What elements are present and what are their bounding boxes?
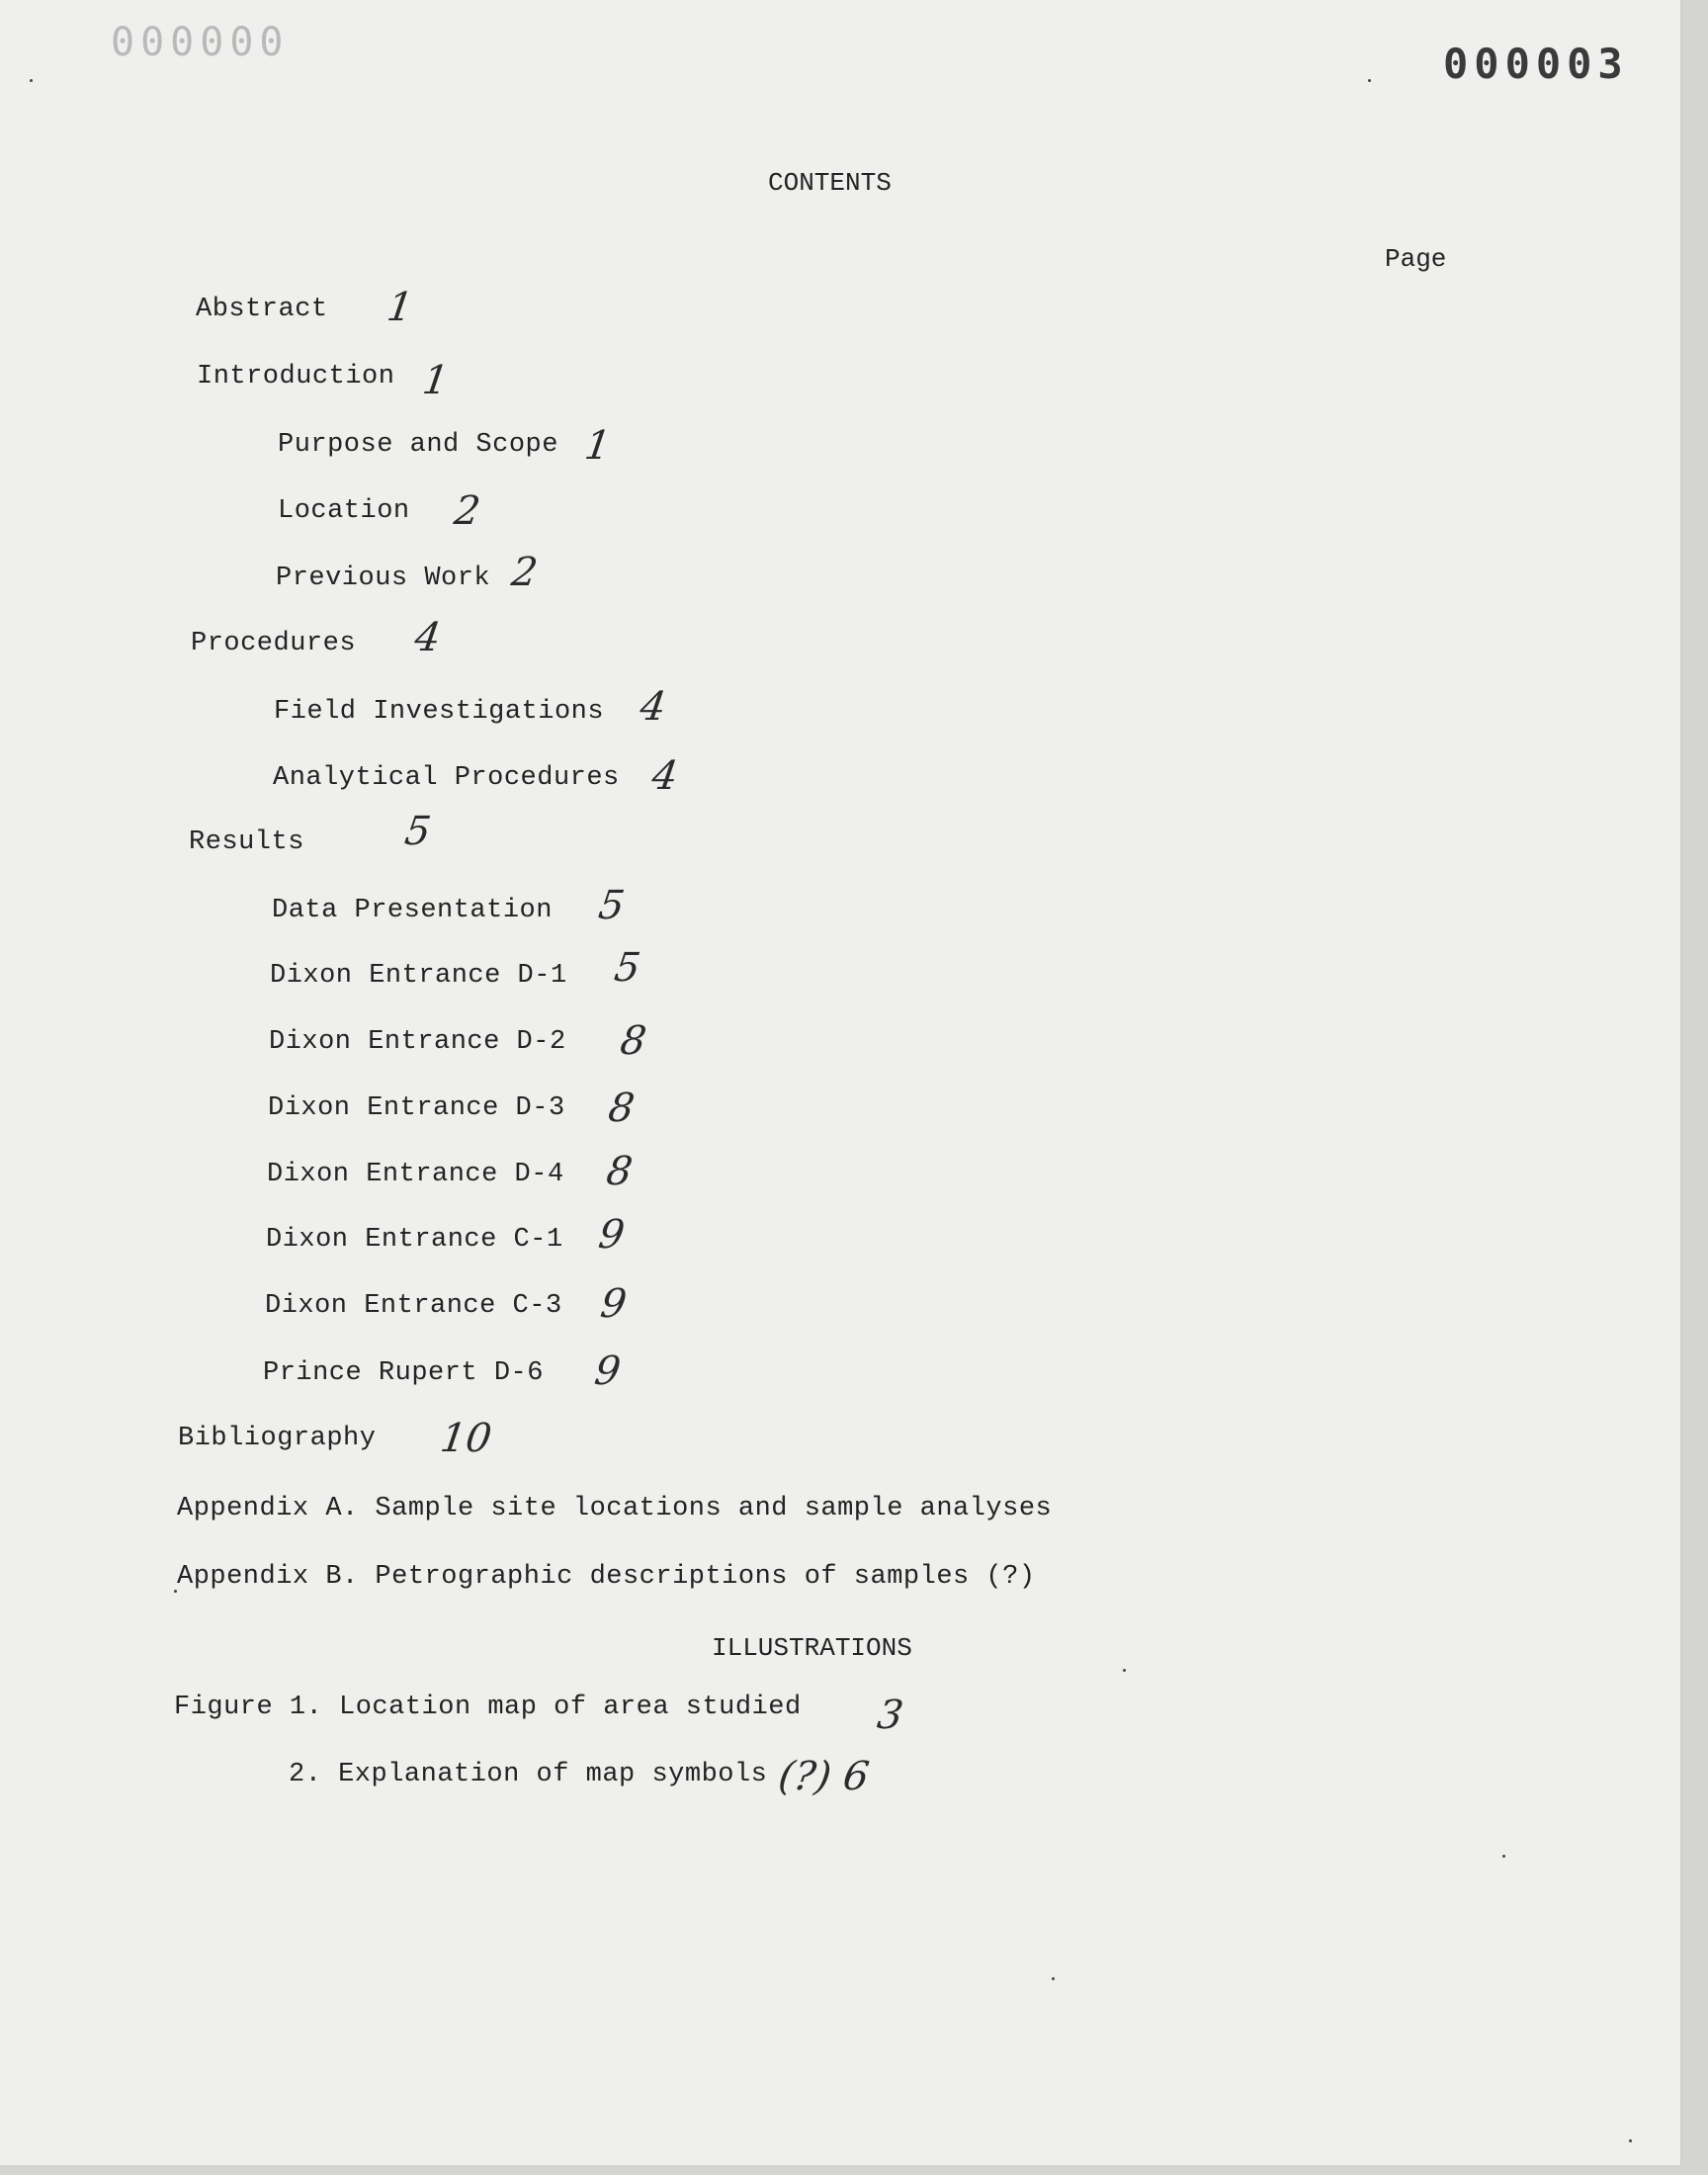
handwritten-page-number: 2 bbox=[508, 550, 541, 595]
scan-speck bbox=[1502, 1855, 1505, 1858]
toc-entry: Appendix A. Sample site locations and sample analyses bbox=[177, 1494, 1053, 1523]
toc-entry: Dixon Entrance D-1 bbox=[270, 961, 567, 991]
handwritten-page-number: 4 bbox=[648, 753, 681, 799]
handwritten-page-number: 5 bbox=[401, 809, 434, 854]
handwritten-page-number: 8 bbox=[617, 1018, 649, 1064]
scan-speck bbox=[1629, 2139, 1632, 2142]
scan-speck bbox=[1368, 79, 1371, 82]
handwritten-page-number: 5 bbox=[595, 883, 628, 928]
page-stamp-left: 000000 bbox=[111, 20, 290, 65]
page-column-heading: Page bbox=[1385, 244, 1447, 274]
handwritten-page-number: 3 bbox=[874, 1693, 906, 1738]
toc-entry: Data Presentation bbox=[272, 896, 553, 925]
toc-entry: Dixon Entrance C-3 bbox=[265, 1291, 562, 1321]
toc-entry: Previous Work bbox=[276, 564, 491, 593]
scan-speck bbox=[174, 1590, 177, 1593]
toc-entry: Results bbox=[189, 827, 304, 857]
handwritten-page-number: 9 bbox=[595, 1212, 628, 1258]
handwritten-page-number: 5 bbox=[611, 945, 643, 991]
handwritten-page-number: 2 bbox=[451, 488, 483, 534]
handwritten-page-number: 4 bbox=[411, 615, 444, 660]
handwritten-page-number: 4 bbox=[637, 684, 669, 730]
toc-entry: Procedures bbox=[191, 629, 357, 658]
toc-entry: Bibliography bbox=[178, 1424, 377, 1453]
handwritten-page-number: 10 bbox=[437, 1416, 495, 1461]
toc-entry: Analytical Procedures bbox=[273, 763, 620, 793]
scan-speck bbox=[1123, 1669, 1126, 1672]
handwritten-page-number: 8 bbox=[605, 1086, 638, 1131]
handwritten-page-number: 8 bbox=[603, 1149, 636, 1194]
scan-speck bbox=[1052, 1977, 1055, 1980]
toc-entry: Dixon Entrance D-4 bbox=[267, 1160, 564, 1189]
handwritten-page-number: 1 bbox=[384, 285, 416, 330]
illustrations-heading: ILLUSTRATIONS bbox=[712, 1633, 912, 1663]
handwritten-page-number: 9 bbox=[591, 1348, 624, 1394]
figure-entry: Figure 1. Location map of area studied bbox=[174, 1693, 802, 1722]
toc-entry: Abstract bbox=[196, 295, 328, 324]
toc-entry: Prince Rupert D-6 bbox=[263, 1358, 544, 1388]
toc-entry: Purpose and Scope bbox=[278, 430, 558, 460]
toc-entry: Location bbox=[278, 496, 410, 526]
toc-entry: Dixon Entrance C-1 bbox=[266, 1225, 563, 1255]
contents-heading: CONTENTS bbox=[768, 168, 892, 198]
figure-entry: 2. Explanation of map symbols bbox=[289, 1760, 768, 1789]
handwritten-page-number: 9 bbox=[597, 1281, 630, 1327]
scan-speck bbox=[30, 79, 33, 82]
toc-entry: Appendix B. Petrographic descriptions of samples (?) bbox=[177, 1562, 1036, 1592]
page-stamp-right: 000003 bbox=[1443, 40, 1629, 88]
toc-entry: Dixon Entrance D-2 bbox=[269, 1027, 566, 1057]
handwritten-page-number: 1 bbox=[419, 358, 452, 403]
toc-entry: Introduction bbox=[197, 362, 395, 392]
toc-entry: Dixon Entrance D-3 bbox=[268, 1093, 565, 1123]
toc-entry: Field Investigations bbox=[274, 697, 605, 727]
handwritten-page-number: (?) 6 bbox=[775, 1754, 873, 1799]
handwritten-page-number: 1 bbox=[581, 423, 614, 469]
